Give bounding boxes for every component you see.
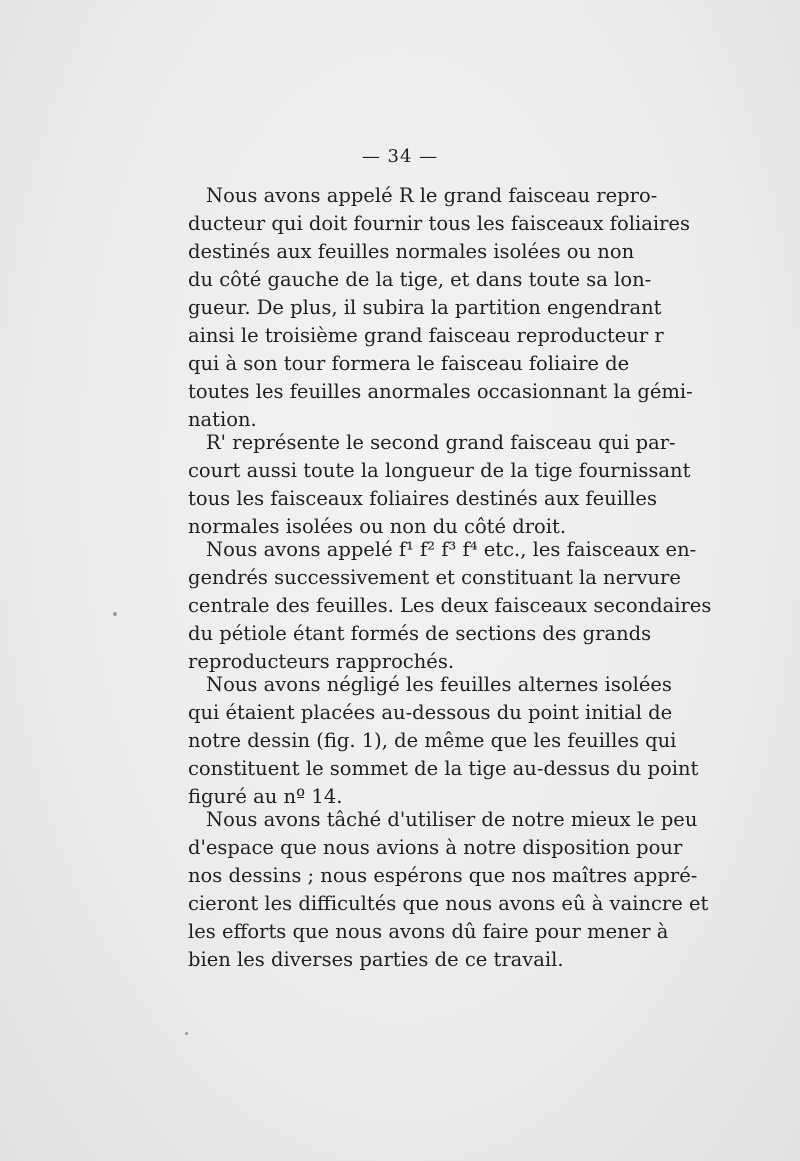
- text-line: normales isolées ou non du côté droit.: [188, 515, 567, 538]
- text-line: court aussi toute la longueur de la tige fournissant: [188, 459, 691, 482]
- text-line: qui à son tour formera le faisceau foliaire de: [188, 352, 630, 375]
- text-line: Nous avons appelé f¹ f² f³ f⁴ etc., les faisceaux en-: [206, 538, 697, 561]
- text-line: destinés aux feuilles normales isolées ou non: [188, 240, 635, 263]
- text-line: qui étaient placées au-dessous du point initial de: [188, 701, 673, 724]
- text-line: ducteur qui doit fournir tous les faisceaux foliaires: [188, 212, 690, 235]
- text-line: reproducteurs rapprochés.: [188, 650, 455, 673]
- paper-speck: [185, 1032, 188, 1035]
- text-line: du côté gauche de la tige, et dans toute sa lon-: [188, 268, 652, 291]
- text-line: ainsi le troisième grand faisceau reproducteur r: [188, 324, 664, 347]
- text-line: Nous avons négligé les feuilles alternes isolées: [206, 673, 672, 696]
- text-line: notre dessin (fig. 1), de même que les feuilles qui: [188, 729, 677, 752]
- text-line: bien les diverses parties de ce travail.: [188, 948, 564, 971]
- paper-speck: [113, 612, 117, 616]
- text-line: centrale des feuilles. Les deux faisceaux secondaires: [188, 594, 712, 617]
- text-line: d'espace que nous avions à notre disposition pour: [188, 836, 683, 859]
- text-line: R' représente le second grand faisceau qui par-: [206, 431, 676, 454]
- text-line: les efforts que nous avons dû faire pour mener à: [188, 920, 669, 943]
- text-line: Nous avons appelé R le grand faisceau repro-: [206, 184, 658, 207]
- text-line: tous les faisceaux foliaires destinés aux feuilles: [188, 487, 657, 510]
- text-line: cieront les difficultés que nous avons eû à vaincre et: [188, 892, 709, 915]
- page-number: — 34 —: [361, 146, 439, 167]
- text-line: constituent le sommet de la tige au-dessus du point: [188, 757, 699, 780]
- text-line: du pétiole étant formés de sections des grands: [188, 622, 652, 645]
- text-line: toutes les feuilles anormales occasionnant la gémi-: [188, 380, 693, 403]
- text-line: nos dessins ; nous espérons que nos maîtres appré-: [188, 864, 698, 887]
- text-line: nation.: [188, 408, 257, 431]
- text-line: Nous avons tâché d'utiliser de notre mieux le peu: [206, 808, 698, 831]
- text-line: figuré au nº 14.: [188, 785, 343, 808]
- text-line: gueur. De plus, il subira la partition engendrant: [188, 296, 662, 319]
- text-line: gendrés successivement et constituant la nervure: [188, 566, 681, 589]
